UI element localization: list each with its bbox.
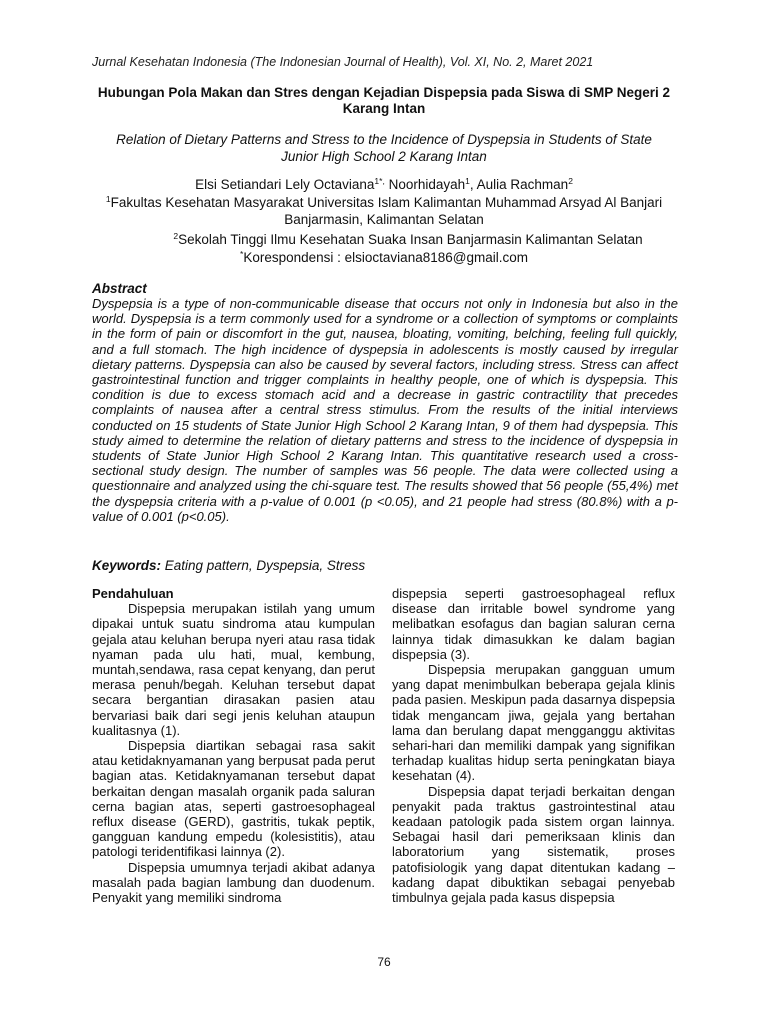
affiliation-2-text: Sekolah Tinggi Ilmu Kesehatan Suaka Insan Banjarmasin Kalimantan Selatan <box>178 232 643 247</box>
body-column-left <box>92 586 375 905</box>
keywords-label: Keywords: <box>92 558 162 573</box>
author-1: Elsi Setiandari Lely Octaviana <box>195 177 375 192</box>
correspondence-sup: * <box>240 249 244 259</box>
keywords <box>92 558 678 573</box>
paragraph: dispepsia seperti gastroesophageal reflux disease dan irritable bowel syndrome yang melibatkan esofagus dan bagian saluran cerna lainnya tidak dimasukkan ke dalam bagian dispepsia (3). <box>392 586 675 662</box>
author-3-sup: 2 <box>568 176 573 186</box>
author-2: Noorhidayah <box>384 177 466 192</box>
body-column-right <box>392 586 675 905</box>
article-subtitle: Relation of Dietary Patterns and Stress to the Incidence of Dyspepsia in Students of State Junior High School 2 Karang Intan <box>116 132 652 164</box>
correspondence <box>96 249 672 266</box>
author-2-sup: 1 <box>465 176 470 186</box>
paragraph: Dispepsia dapat terjadi berkaitan dengan penyakit pada traktus gastrointestinal atau keadaan patologik pada sistem organ lainnya. Sebagai hasil dari pemeriksaan klinis dan laboratorium yang sistematik, proses patofisiologik yang dapat ditentukan kadang – kadang dapat dibuktikan sebagai penyebab timbulnya gejala pada kasus dispepsia <box>392 783 675 906</box>
author-3: , Aulia Rachman <box>469 177 569 192</box>
paragraph: Dispepsia diartikan sebagai rasa sakit atau ketidaknyamanan yang berpusat pada perut bagian atas. Ketidaknyamanan tersebut dapat berkaitan dengan masalah organik pada saluran cerna bagian atas, seperti gastroesophageal reflux disease (GERD), gastritis, tukak peptik, gangguan kandung empedu (kolesistitis), atau patologi teridentifikasi lainnya (2). <box>92 738 375 860</box>
keywords-text: Eating pattern, Dyspepsia, Stress <box>161 558 366 573</box>
paragraph: Dispepsia merupakan istilah yang umum dipakai untuk suatu sindroma atau kumpulan gejala atau keluhan berupa nyeri atau rasa tidak nyaman pada ulu hati, mual, kembung, muntah,sendawa, rasa cepat kenyang, dan perut merasa penuh/begah. Keluhan tersebut dapat secara bergantian dirasakan pasien atau bervariasi baik dari segi jenis keluhan ataupun kualitasnya (1). <box>92 601 375 738</box>
abstract-heading: Abstract <box>92 281 147 296</box>
affiliation-1-sup: 1 <box>105 194 111 204</box>
affiliation-2-sup: 2 <box>173 231 179 241</box>
paragraph: Dispepsia merupakan gangguan umum yang dapat menimbulkan beberapa gejala klinis pada pasien. Meskipun pada dasarnya dispepsia tidak mengancam jiwa, gejala yang bertahan lama dan berulang dapat mengganggu aktivitas sehari-hari dan memiliki dampak yang signifikan terhadap kualitas hidup serta peningkatan biaya kesehatan (4). <box>392 662 675 784</box>
abstract-body: Dyspepsia is a type of non-communicable disease that occurs not only in Indonesia but also in the world. Dyspepsia is a term commonly used for a syndrome or a collection of symptoms or complaints in the form of pain or discomfort in the gut, nausea, bloating, vomiting, belching, feeling full quickly, and a full stomach. The high incidence of dyspepsia in adolescents is mostly caused by irregular dietary patterns. Dyspepsia can also be caused by several factors, including stress. Stress can affect gastrointestinal function and trigger complaints in healthy people, one of which is dyspepsia. This condition is due to excess stomach acid and a decrease in gastric contractility that precedes complaints of nausea after a central stress stimulus. From the results of the initial interviews conducted on 15 students of State Junior High School 2 Karang Intan, 9 of them had dyspepsia. This study aimed to determine the relation of dietary patterns and stress to the incidence of dyspepsia in students of State Junior High School 2 Karang Intan. This quantitative research used a cross-sectional study design. The number of samples was 56 people. The data were collected using a questionnaire and analyzed using the chi-square test. The results showed that 56 people (55,4%) met the dyspepsia criteria with a p-value of 0.001 (p <0.05), and 21 people had stress (80.8%) with a p-value of 0.001 (p<0.05). <box>92 296 678 524</box>
author-list <box>96 176 672 193</box>
section-heading: Pendahuluan <box>92 586 174 601</box>
journal-header: Jurnal Kesehatan Indonesia (The Indonesian Journal of Health), Vol. XI, No. 2, Maret 2021 <box>92 55 594 69</box>
article-title: Hubungan Pola Makan dan Stres dengan Kejadian Dispepsia pada Siswa di SMP Negeri 2 Karang Intan <box>97 85 671 116</box>
paragraph: Dispepsia umumnya terjadi akibat adanya masalah pada bagian lambung dan duodenum. Penyakit yang memiliki sindroma <box>92 859 375 906</box>
affiliation-2 <box>120 231 696 248</box>
affiliation-1 <box>96 194 672 228</box>
author-1-sup: 1*, <box>374 176 385 186</box>
page-number: 76 <box>377 955 391 969</box>
correspondence-text: Korespondensi : elsioctaviana8186@gmail.com <box>243 250 528 265</box>
affiliation-1-text: Fakultas Kesehatan Masyarakat Universitas Islam Kalimantan Muhammad Arsyad Al Banjari Banjarmasin, Kalimantan Selatan <box>110 195 663 227</box>
